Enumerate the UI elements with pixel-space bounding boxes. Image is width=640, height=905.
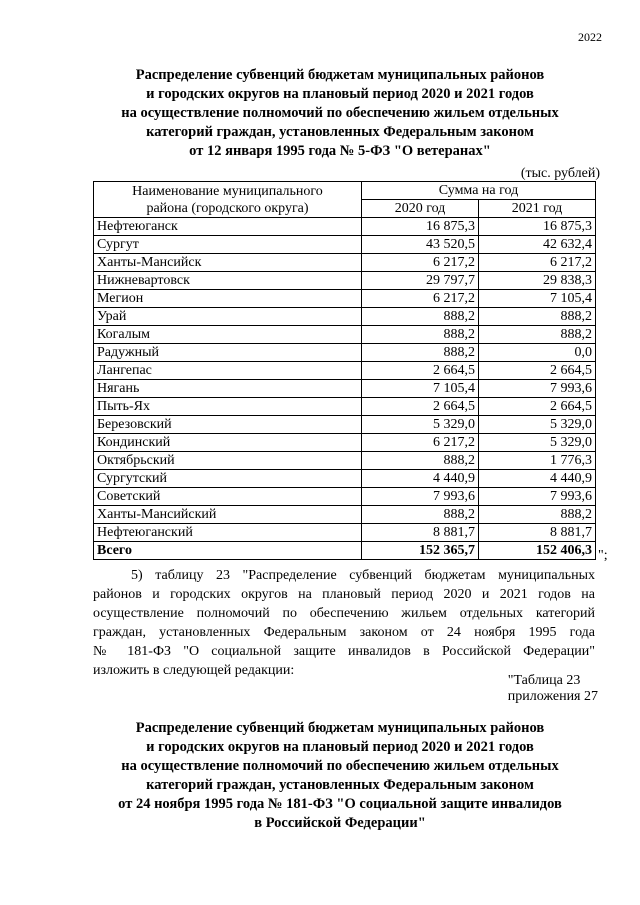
value-2020: 5 329,0 <box>362 416 479 434</box>
caption-line: приложения 27 <box>507 689 598 704</box>
title-line: и городских округов на плановый период 2020 и 2021 годов <box>146 739 534 755</box>
value-2020: 8 881,7 <box>362 524 479 542</box>
value-2020: 7 105,4 <box>362 380 479 398</box>
row-name: Березовский <box>94 416 362 434</box>
value-2020: 43 520,5 <box>362 236 479 254</box>
row-name: Мегион <box>94 290 362 308</box>
value-2021: 152 406,3 <box>479 542 596 560</box>
value-2020: 888,2 <box>362 344 479 362</box>
units-label: (тыс. рублей) <box>520 166 600 181</box>
table-row <box>94 506 596 524</box>
amendment-paragraph <box>93 566 595 680</box>
value-2020: 2 664,5 <box>362 398 479 416</box>
table-row <box>94 524 596 542</box>
table-row <box>94 272 596 290</box>
title-line: Распределение субвенций бюджетам муниципальных районов <box>135 720 545 736</box>
value-2021: 7 105,4 <box>479 290 596 308</box>
page-number: 2022 <box>578 30 602 44</box>
row-name: Урай <box>94 308 362 326</box>
row-name: Когалым <box>94 326 362 344</box>
value-2020: 888,2 <box>362 308 479 326</box>
table-row <box>94 218 596 236</box>
table-row <box>94 308 596 326</box>
value-2020: 6 217,2 <box>362 290 479 308</box>
value-2021: 42 632,4 <box>479 236 596 254</box>
value-2021: 7 993,6 <box>479 380 596 398</box>
table-row <box>94 470 596 488</box>
value-2021: 29 838,3 <box>479 272 596 290</box>
table-row <box>94 236 596 254</box>
row-name: Всего <box>94 542 362 560</box>
row-name: Нефтеюганск <box>94 218 362 236</box>
value-2021: 888,2 <box>479 308 596 326</box>
value-2020: 4 440,9 <box>362 470 479 488</box>
value-2020: 888,2 <box>362 506 479 524</box>
value-2020: 888,2 <box>362 326 479 344</box>
value-2021: 8 881,7 <box>479 524 596 542</box>
row-name: Пыть-Ях <box>94 398 362 416</box>
value-2021: 888,2 <box>479 506 596 524</box>
title-line: на осуществление полномочий по обеспечению жильем отдельных <box>121 105 559 121</box>
row-name: Ханты-Мансийский <box>94 506 362 524</box>
value-2021: 888,2 <box>479 326 596 344</box>
table-title-veterans <box>80 66 600 161</box>
paragraph-line: осуществление полномочий по обеспечению жильем отдельных категорий <box>93 606 595 621</box>
value-2020: 29 797,7 <box>362 272 479 290</box>
table-row <box>94 488 596 506</box>
header-line: района (городского округа) <box>146 200 309 216</box>
table-row <box>94 434 596 452</box>
table-row <box>94 362 596 380</box>
column-header-2020: 2020 год <box>362 200 479 218</box>
title-line: и городских округов на плановый период 2020 и 2021 годов <box>146 86 534 102</box>
header-row <box>94 182 596 200</box>
value-2021: 6 217,2 <box>479 254 596 272</box>
title-line: на осуществление полномочий по обеспечению жильем отдельных <box>121 758 559 774</box>
table-row <box>94 380 596 398</box>
title-line: категорий граждан, установленных Федеральным законом <box>146 124 534 140</box>
value-2020: 888,2 <box>362 452 479 470</box>
table-row <box>94 398 596 416</box>
value-2021: 5 329,0 <box>479 434 596 452</box>
paragraph-line: № 181-ФЗ "О социальной защите инвалидов в Российской Федерации" <box>93 644 595 659</box>
value-2020: 152 365,7 <box>362 542 479 560</box>
row-name: Лангепас <box>94 362 362 380</box>
row-name: Нефтеюганский <box>94 524 362 542</box>
value-2020: 6 217,2 <box>362 434 479 452</box>
title-line: категорий граждан, установленных Федеральным законом <box>146 777 534 793</box>
table-row <box>94 326 596 344</box>
row-name: Нягань <box>94 380 362 398</box>
value-2021: 7 993,6 <box>479 488 596 506</box>
value-2021: 4 440,9 <box>479 470 596 488</box>
value-2021: 0,0 <box>479 344 596 362</box>
row-name: Нижневартовск <box>94 272 362 290</box>
row-name: Ханты-Мансийск <box>94 254 362 272</box>
value-2021: 16 875,3 <box>479 218 596 236</box>
subvention-table <box>93 181 596 560</box>
row-name: Советский <box>94 488 362 506</box>
value-2021: 2 664,5 <box>479 362 596 380</box>
value-2021: 5 329,0 <box>479 416 596 434</box>
table-row <box>94 452 596 470</box>
table-caption <box>508 673 598 705</box>
value-2020: 6 217,2 <box>362 254 479 272</box>
table-title-invalids <box>80 719 600 833</box>
table-row <box>94 344 596 362</box>
paragraph-line: граждан, установленных Федеральным законом от 24 ноября 1995 года <box>93 625 595 640</box>
row-name: Сургут <box>94 236 362 254</box>
value-2020: 2 664,5 <box>362 362 479 380</box>
column-header-2021: 2021 год <box>479 200 596 218</box>
row-name: Радужный <box>94 344 362 362</box>
row-name: Октябрьский <box>94 452 362 470</box>
title-line: Распределение субвенций бюджетам муниципальных районов <box>135 67 545 83</box>
value-2021: 1 776,3 <box>479 452 596 470</box>
header-line: Наименование муниципального <box>132 183 323 199</box>
paragraph-line: районов и городских округов на плановый период 2020 и 2021 годов на <box>93 587 595 602</box>
closing-quote: "; <box>598 548 608 563</box>
table-row <box>94 290 596 308</box>
value-2020: 7 993,6 <box>362 488 479 506</box>
value-2020: 16 875,3 <box>362 218 479 236</box>
table-row <box>94 416 596 434</box>
value-2021: 2 664,5 <box>479 398 596 416</box>
paragraph-line: 5) таблицу 23 "Распределение субвенций бюджетам муниципальных <box>131 568 595 583</box>
column-header-name <box>94 182 362 218</box>
paragraph-line: изложить в следующей редакции: <box>93 663 295 678</box>
column-header-sum: Сумма на год <box>362 182 596 200</box>
table-row <box>94 254 596 272</box>
row-name: Сургутский <box>94 470 362 488</box>
total-row <box>94 542 596 560</box>
caption-line: "Таблица 23 <box>507 673 581 688</box>
row-name: Кондинский <box>94 434 362 452</box>
title-line: от 24 ноября 1995 года № 181-ФЗ "О социальной защите инвалидов <box>118 796 562 812</box>
title-line: от 12 января 1995 года № 5-ФЗ "О ветеранах" <box>189 143 491 159</box>
title-line: в Российской Федерации" <box>254 815 426 831</box>
